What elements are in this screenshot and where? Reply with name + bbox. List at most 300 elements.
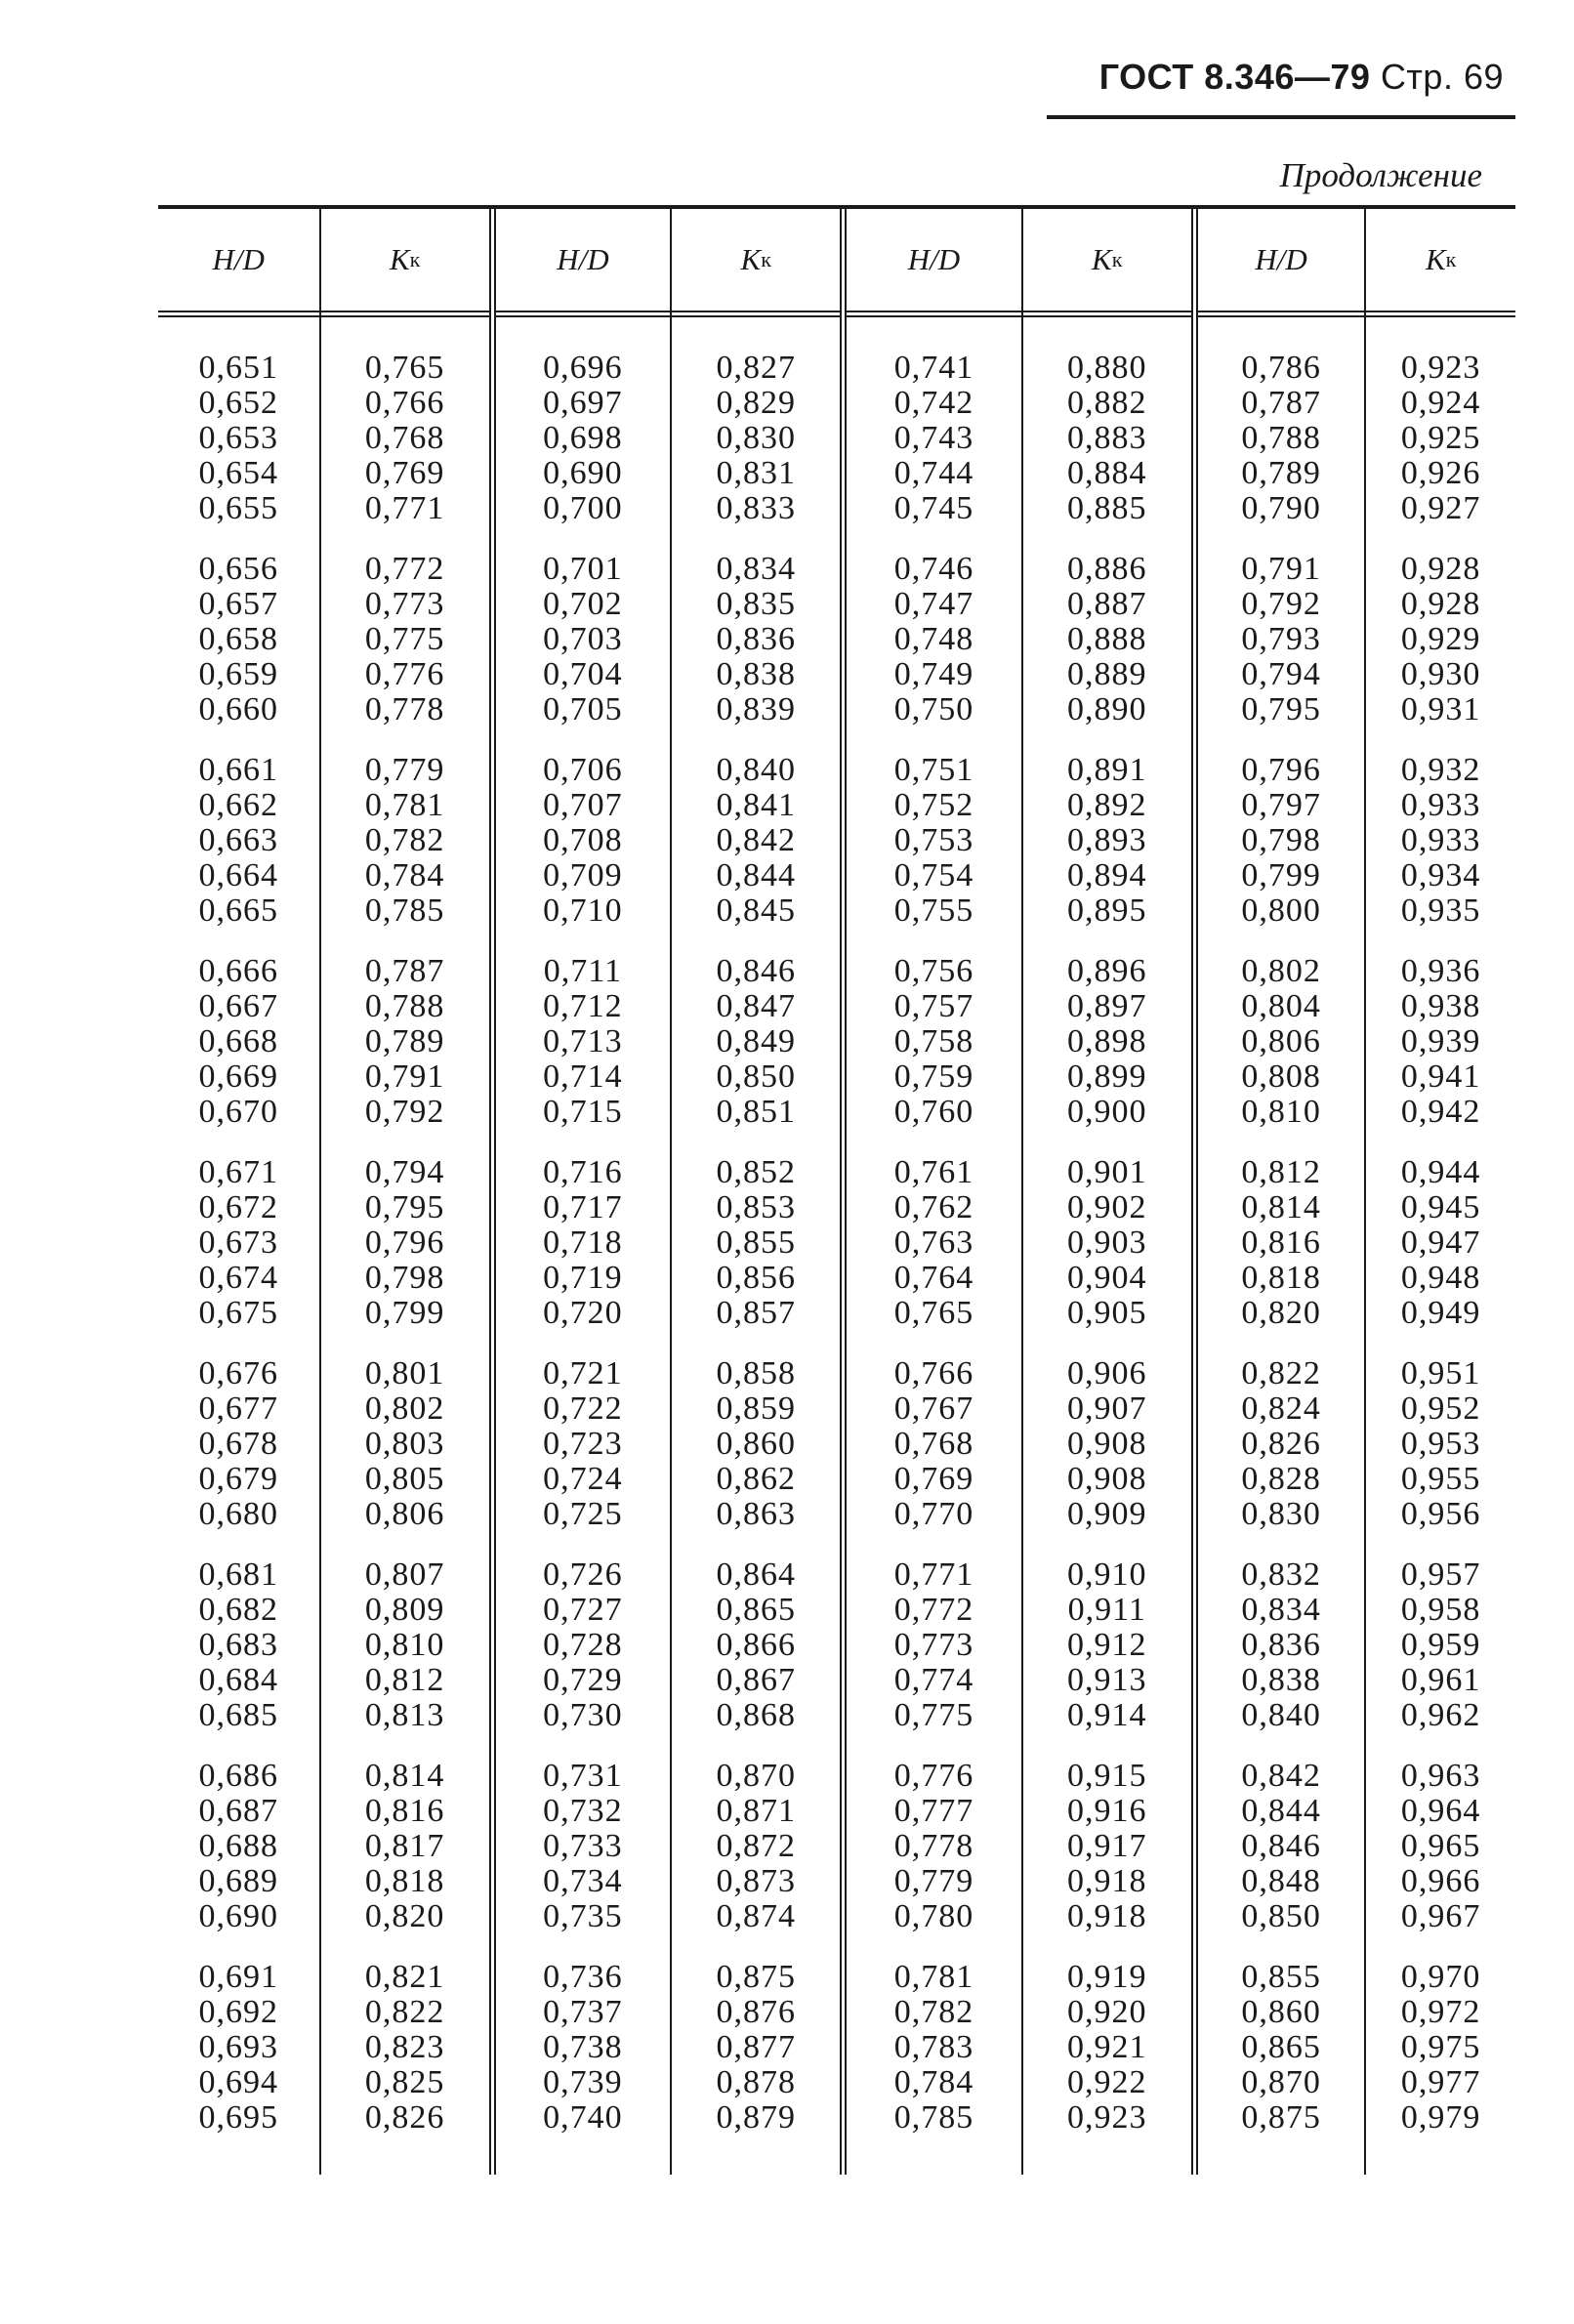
table-cell: 0,791	[364, 1058, 445, 1095]
table-cell: 0,685	[198, 1697, 278, 1733]
table-cell: 0,896	[1066, 953, 1147, 989]
row-group	[1198, 1759, 1364, 1934]
table-cell: 0,905	[1066, 1295, 1147, 1331]
table-cell: 0,872	[716, 1828, 796, 1864]
table-cell: 0,897	[1066, 988, 1147, 1024]
table-cell: 0,868	[716, 1697, 796, 1733]
table-cell: 0,865	[716, 1592, 796, 1628]
table-cell: 0,830	[716, 420, 796, 456]
table-cell: 0,874	[716, 1898, 796, 1934]
table-cell: 0,847	[716, 988, 796, 1024]
row-group	[158, 954, 319, 1130]
table-cell: 0,925	[1400, 420, 1481, 456]
table-cell: 0,944	[1400, 1154, 1481, 1190]
table-cell: 0,912	[1066, 1627, 1147, 1663]
table-cell: 0,798	[1241, 822, 1321, 858]
table-cell: 0,898	[1066, 1023, 1147, 1059]
table-cell: 0,918	[1066, 1863, 1147, 1899]
table-cell: 0,816	[1241, 1224, 1321, 1261]
table-cell: 0,822	[1241, 1355, 1321, 1391]
table-cell: 0,900	[1066, 1094, 1147, 1130]
row-group	[158, 1356, 319, 1532]
table-cell: 0,842	[716, 822, 796, 858]
table-cell: 0,918	[1066, 1898, 1147, 1934]
table-cell: 0,778	[893, 1828, 974, 1864]
table-column	[319, 209, 489, 2175]
table-cell: 0,756	[893, 953, 974, 989]
row-group	[158, 1759, 319, 1934]
table-cell: 0,658	[198, 621, 278, 657]
table-cell: 0,921	[1066, 2029, 1147, 2065]
table-cell: 0,857	[716, 1295, 796, 1331]
table-cell: 0,710	[543, 892, 623, 929]
table-cell: 0,820	[1241, 1295, 1321, 1331]
table-cell: 0,693	[198, 2029, 278, 2065]
table-cell: 0,773	[893, 1627, 974, 1663]
column-header	[321, 209, 489, 317]
table-cell: 0,908	[1066, 1426, 1147, 1462]
table-cell: 0,761	[893, 1154, 974, 1190]
table-cell: 0,713	[543, 1023, 623, 1059]
table-cell: 0,806	[1241, 1023, 1321, 1059]
row-group	[1023, 1557, 1191, 1733]
table-cell: 0,860	[1241, 1994, 1321, 2030]
table-cell: 0,883	[1066, 420, 1147, 456]
table-cell: 0,840	[1241, 1697, 1321, 1733]
column-body	[1023, 317, 1191, 2175]
row-group	[496, 1155, 670, 1331]
row-group	[672, 1960, 840, 2136]
table-cell: 0,961	[1400, 1662, 1481, 1698]
table-cell: 0,888	[1066, 621, 1147, 657]
table-cell: 0,738	[543, 2029, 623, 2065]
table-cell: 0,765	[364, 350, 445, 386]
table-cell: 0,903	[1066, 1224, 1147, 1261]
table-cell: 0,870	[1241, 2064, 1321, 2100]
row-group	[496, 1759, 670, 1934]
table-cell: 0,840	[716, 752, 796, 788]
table-cell: 0,681	[198, 1556, 278, 1593]
table-cell: 0,852	[716, 1154, 796, 1190]
table-cell: 0,790	[1241, 490, 1321, 526]
table-cell: 0,838	[1241, 1662, 1321, 1698]
table-cell: 0,772	[893, 1592, 974, 1628]
row-group	[321, 552, 489, 727]
table-cell: 0,836	[1241, 1627, 1321, 1663]
table-cell: 0,656	[198, 551, 278, 587]
row-group	[496, 552, 670, 727]
table-cell: 0,938	[1400, 988, 1481, 1024]
table-cell: 0,792	[1241, 586, 1321, 622]
row-group	[1023, 753, 1191, 929]
table-cell: 0,958	[1400, 1592, 1481, 1628]
table-cell: 0,826	[364, 2099, 445, 2136]
table-cell: 0,764	[893, 1260, 974, 1296]
table-cell: 0,705	[543, 691, 623, 727]
table-cell: 0,700	[543, 490, 623, 526]
column-header-label: H/D	[557, 242, 609, 276]
table-cell: 0,806	[364, 1496, 445, 1532]
table-cell: 0,766	[893, 1355, 974, 1391]
column-header-label: K	[1425, 242, 1446, 276]
table-cell: 0,835	[716, 586, 796, 622]
row-group	[158, 1557, 319, 1733]
table-cell: 0,862	[716, 1461, 796, 1497]
column-body	[1366, 317, 1515, 2175]
column-header-label: K	[1092, 242, 1112, 276]
column-header	[1198, 209, 1364, 317]
table-cell: 0,735	[543, 1898, 623, 1934]
table-cell: 0,717	[543, 1189, 623, 1225]
table-cell: 0,762	[893, 1189, 974, 1225]
table-cell: 0,955	[1400, 1461, 1481, 1497]
row-group	[321, 753, 489, 929]
table-cell: 0,781	[893, 1959, 974, 1995]
table-cell: 0,841	[716, 787, 796, 823]
table-cell: 0,724	[543, 1461, 623, 1497]
table-cell: 0,959	[1400, 1627, 1481, 1663]
table-cell: 0,844	[1241, 1793, 1321, 1829]
row-group	[847, 1759, 1020, 1934]
row-group	[1023, 1155, 1191, 1331]
row-group	[847, 954, 1020, 1130]
table-cell: 0,814	[364, 1758, 445, 1794]
table-cell: 0,810	[1241, 1094, 1321, 1130]
row-group	[1366, 954, 1515, 1130]
table-cell: 0,674	[198, 1260, 278, 1296]
row-group	[1023, 351, 1191, 526]
table-cell: 0,827	[716, 350, 796, 386]
table-cell: 0,663	[198, 822, 278, 858]
row-group	[1198, 1155, 1364, 1331]
table-cell: 0,785	[364, 892, 445, 929]
table-cell: 0,721	[543, 1355, 623, 1391]
table-cell: 0,749	[893, 656, 974, 692]
table-cell: 0,953	[1400, 1426, 1481, 1462]
table-cell: 0,855	[1241, 1959, 1321, 1995]
row-group	[1023, 1356, 1191, 1532]
table-cell: 0,834	[716, 551, 796, 587]
table-cell: 0,911	[1067, 1592, 1146, 1628]
table-cell: 0,770	[893, 1496, 974, 1532]
row-group	[496, 351, 670, 526]
row-group	[496, 1557, 670, 1733]
table-cell: 0,707	[543, 787, 623, 823]
table-cell: 0,739	[543, 2064, 623, 2100]
table-cell: 0,684	[198, 1662, 278, 1698]
row-group	[321, 1155, 489, 1331]
table-cell: 0,696	[543, 350, 623, 386]
table-cell: 0,792	[364, 1094, 445, 1130]
table-cell: 0,934	[1400, 857, 1481, 893]
column-header	[496, 209, 670, 317]
table-cell: 0,836	[716, 621, 796, 657]
table-cell: 0,725	[543, 1496, 623, 1532]
table-cell: 0,873	[716, 1863, 796, 1899]
table-cell: 0,740	[543, 2099, 623, 2136]
row-group	[496, 1356, 670, 1532]
table-cell: 0,915	[1066, 1758, 1147, 1794]
table-cell: 0,665	[198, 892, 278, 929]
table-cell: 0,807	[364, 1556, 445, 1593]
table-cell: 0,931	[1400, 691, 1481, 727]
row-group	[321, 1960, 489, 2136]
table-cell: 0,703	[543, 621, 623, 657]
table-cell: 0,849	[716, 1023, 796, 1059]
table-cell: 0,785	[893, 2099, 974, 2136]
table-cell: 0,945	[1400, 1189, 1481, 1225]
column-header-label: K	[389, 242, 410, 276]
table-cell: 0,782	[364, 822, 445, 858]
table-cell: 0,942	[1400, 1094, 1481, 1130]
row-group	[1198, 954, 1364, 1130]
table-cell: 0,963	[1400, 1758, 1481, 1794]
column-header	[1366, 209, 1515, 317]
continuation-label: Продолжение	[1279, 156, 1482, 194]
column-header-label: H/D	[907, 242, 961, 276]
table-cell: 0,691	[198, 1959, 278, 1995]
table-cell: 0,670	[198, 1094, 278, 1130]
table-cell: 0,779	[364, 752, 445, 788]
row-group	[1366, 1759, 1515, 1934]
table-cell: 0,916	[1066, 1793, 1147, 1829]
table-cell: 0,766	[364, 385, 445, 421]
table-cell: 0,690	[198, 1898, 278, 1934]
column-header-label: H/D	[212, 242, 265, 276]
table-cell: 0,654	[198, 455, 278, 491]
table-cell: 0,804	[1241, 988, 1321, 1024]
table-cell: 0,774	[893, 1662, 974, 1698]
table-cell: 0,719	[543, 1260, 623, 1296]
table-cell: 0,957	[1400, 1556, 1481, 1593]
table-cell: 0,977	[1400, 2064, 1481, 2100]
table-cell: 0,677	[198, 1390, 278, 1427]
table-cell: 0,818	[364, 1863, 445, 1899]
row-group	[1198, 351, 1364, 526]
table-cell: 0,720	[543, 1295, 623, 1331]
table-column	[1021, 209, 1191, 2175]
row-group	[496, 753, 670, 929]
column-body	[158, 317, 319, 2175]
table-cell: 0,698	[543, 420, 623, 456]
table-cell: 0,722	[543, 1390, 623, 1427]
table-cell: 0,714	[543, 1058, 623, 1095]
table-cell: 0,856	[716, 1260, 796, 1296]
table-cell: 0,917	[1066, 1828, 1147, 1864]
table-cell: 0,794	[1241, 656, 1321, 692]
table-cell: 0,802	[1241, 953, 1321, 989]
table-cell: 0,914	[1066, 1697, 1147, 1733]
table-cell: 0,704	[543, 656, 623, 692]
column-header-subscript: к	[1445, 247, 1457, 271]
table-cell: 0,822	[364, 1994, 445, 2030]
table-cell: 0,964	[1400, 1793, 1481, 1829]
table-cell: 0,793	[1241, 621, 1321, 657]
table-cell: 0,780	[893, 1898, 974, 1934]
table-cell: 0,885	[1066, 490, 1147, 526]
table-cell: 0,682	[198, 1592, 278, 1628]
table-cell: 0,795	[364, 1189, 445, 1225]
row-group	[847, 1356, 1020, 1532]
table-cell: 0,744	[893, 455, 974, 491]
table-cell: 0,669	[198, 1058, 278, 1095]
table-cell: 0,842	[1241, 1758, 1321, 1794]
table-cell: 0,933	[1400, 822, 1481, 858]
table-columns	[158, 209, 1515, 2175]
table-cell: 0,801	[364, 1355, 445, 1391]
table-cell: 0,734	[543, 1863, 623, 1899]
table-cell: 0,747	[893, 586, 974, 622]
table-cell: 0,795	[1241, 691, 1321, 727]
table-column	[1191, 209, 1364, 2175]
table-column	[158, 209, 319, 2175]
table-cell: 0,878	[716, 2064, 796, 2100]
row-group	[1198, 1557, 1364, 1733]
table-cell: 0,668	[198, 1023, 278, 1059]
table-cell: 0,745	[893, 490, 974, 526]
row-group	[1198, 552, 1364, 727]
table-cell: 0,832	[1241, 1556, 1321, 1593]
table-cell: 0,773	[364, 586, 445, 622]
table-cell: 0,776	[364, 656, 445, 692]
table-cell: 0,848	[1241, 1863, 1321, 1899]
table-cell: 0,979	[1400, 2099, 1481, 2136]
table-cell: 0,767	[893, 1390, 974, 1427]
table-cell: 0,850	[716, 1058, 796, 1095]
row-group	[847, 552, 1020, 727]
row-group	[1366, 753, 1515, 929]
table-cell: 0,851	[716, 1094, 796, 1130]
table-cell: 0,763	[893, 1224, 974, 1261]
table-cell: 0,753	[893, 822, 974, 858]
table-cell: 0,797	[1241, 787, 1321, 823]
table-cell: 0,787	[364, 953, 445, 989]
table-cell: 0,791	[1241, 551, 1321, 587]
table-cell: 0,686	[198, 1758, 278, 1794]
table-cell: 0,895	[1066, 892, 1147, 929]
column-header-subscript: к	[761, 247, 771, 271]
row-group	[496, 954, 670, 1130]
row-group	[672, 1759, 840, 1934]
table-cell: 0,904	[1066, 1260, 1147, 1296]
table-cell: 0,956	[1400, 1496, 1481, 1532]
table-cell: 0,870	[716, 1758, 796, 1794]
table-cell: 0,824	[1241, 1390, 1321, 1427]
table-cell: 0,845	[716, 892, 796, 929]
table-cell: 0,929	[1400, 621, 1481, 657]
table-cell: 0,667	[198, 988, 278, 1024]
table-cell: 0,908	[1066, 1461, 1147, 1497]
row-group	[321, 1759, 489, 1934]
table-cell: 0,933	[1400, 787, 1481, 823]
table-cell: 0,652	[198, 385, 278, 421]
row-group	[1198, 1356, 1364, 1532]
table-cell: 0,768	[893, 1426, 974, 1462]
table-cell: 0,783	[893, 2029, 974, 2065]
row-group	[672, 1155, 840, 1331]
table-cell: 0,772	[364, 551, 445, 587]
table-cell: 0,758	[893, 1023, 974, 1059]
table-cell: 0,771	[364, 490, 445, 526]
table-cell: 0,975	[1400, 2029, 1481, 2065]
table-cell: 0,765	[893, 1295, 974, 1331]
table-cell: 0,751	[893, 752, 974, 788]
table-cell: 0,826	[1241, 1426, 1321, 1462]
table-cell: 0,743	[893, 420, 974, 456]
table-cell: 0,833	[716, 490, 796, 526]
row-group	[847, 351, 1020, 526]
table-cell: 0,910	[1066, 1556, 1147, 1593]
table-cell: 0,782	[893, 1994, 974, 2030]
table-cell: 0,962	[1400, 1697, 1481, 1733]
table-cell: 0,666	[198, 953, 278, 989]
row-group	[847, 753, 1020, 929]
table-cell: 0,715	[543, 1094, 623, 1130]
table-cell: 0,935	[1400, 892, 1481, 929]
row-group	[672, 753, 840, 929]
table-cell: 0,779	[893, 1863, 974, 1899]
table-cell: 0,736	[543, 1959, 623, 1995]
column-header	[847, 209, 1020, 317]
table-cell: 0,757	[893, 988, 974, 1024]
table-cell: 0,732	[543, 1793, 623, 1829]
table-cell: 0,803	[364, 1426, 445, 1462]
table-cell: 0,920	[1066, 1994, 1147, 2030]
table-cell: 0,853	[716, 1189, 796, 1225]
column-header-subscript: к	[1111, 247, 1123, 271]
row-group	[321, 1557, 489, 1733]
table-cell: 0,775	[893, 1697, 974, 1733]
row-group	[1366, 1960, 1515, 2136]
row-group	[1023, 954, 1191, 1130]
table-cell: 0,936	[1400, 953, 1481, 989]
table-cell: 0,816	[364, 1793, 445, 1829]
data-table	[158, 205, 1515, 2175]
row-group	[672, 351, 840, 526]
table-cell: 0,787	[1241, 385, 1321, 421]
table-cell: 0,788	[364, 988, 445, 1024]
table-cell: 0,778	[364, 691, 445, 727]
table-cell: 0,899	[1066, 1058, 1147, 1095]
table-cell: 0,875	[716, 1959, 796, 1995]
table-cell: 0,659	[198, 656, 278, 692]
row-group	[158, 753, 319, 929]
table-cell: 0,948	[1400, 1260, 1481, 1296]
table-cell: 0,926	[1400, 455, 1481, 491]
table-cell: 0,965	[1400, 1828, 1481, 1864]
table-cell: 0,689	[198, 1863, 278, 1899]
table-cell: 0,880	[1066, 350, 1147, 386]
table-cell: 0,808	[1241, 1058, 1321, 1095]
table-cell: 0,890	[1066, 691, 1147, 727]
table-cell: 0,939	[1400, 1023, 1481, 1059]
table-cell: 0,726	[543, 1556, 623, 1593]
table-cell: 0,923	[1066, 2099, 1147, 2136]
table-cell: 0,812	[1241, 1154, 1321, 1190]
table-cell: 0,952	[1400, 1390, 1481, 1427]
column-header	[158, 209, 319, 317]
table-cell: 0,760	[893, 1094, 974, 1130]
table-cell: 0,831	[716, 455, 796, 491]
row-group	[1366, 1155, 1515, 1331]
table-cell: 0,966	[1400, 1863, 1481, 1899]
table-cell: 0,733	[543, 1828, 623, 1864]
table-column	[489, 209, 670, 2175]
table-cell: 0,823	[364, 2029, 445, 2065]
table-cell: 0,723	[543, 1426, 623, 1462]
page-header	[1047, 57, 1515, 119]
table-cell: 0,796	[364, 1224, 445, 1261]
